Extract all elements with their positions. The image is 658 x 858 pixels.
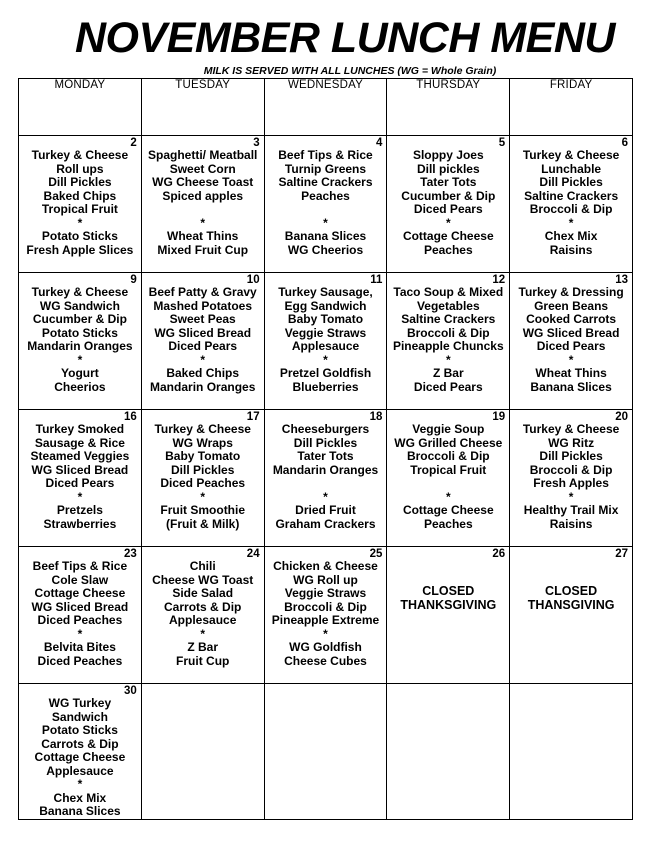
menu-item: WG Sliced Bread — [522, 325, 620, 340]
day-cell — [510, 410, 633, 547]
menu-item: Carrots & Dip — [164, 599, 242, 614]
day-number: 23 — [124, 548, 137, 560]
menu-item: Mandarin Oranges — [150, 379, 256, 394]
menu-item: Sloppy Joes — [412, 148, 484, 162]
menu-item: Banana Slices — [530, 379, 612, 394]
menu-item: Tater Tots — [297, 449, 354, 463]
menu-item: Cottage Cheese — [34, 750, 126, 764]
menu-item: Diced Peaches — [37, 653, 123, 668]
menu-item: Graham Crackers — [275, 516, 376, 531]
menu-item: Z Bar — [187, 640, 219, 654]
weekday-thursday: THURSDAY — [387, 79, 510, 136]
day-number: 30 — [124, 685, 137, 697]
menu-item: WG Cheerios — [287, 242, 364, 257]
menu-item: Dill Pickles — [539, 175, 603, 189]
menu-separator: * — [445, 489, 451, 504]
menu-item: Baked Chips — [43, 188, 117, 203]
menu-item: Spiced apples — [162, 188, 244, 203]
day-cell — [141, 136, 264, 273]
day-number: 17 — [246, 411, 260, 423]
day-cell — [264, 273, 387, 410]
menu-item: Cole Slaw — [51, 572, 109, 587]
closed-notice — [387, 547, 509, 612]
menu-item: Diced Peaches — [37, 613, 123, 627]
week-row — [19, 547, 633, 684]
menu-item: Turkey & Cheese — [31, 285, 129, 299]
week-row — [19, 684, 633, 820]
day-cell — [141, 410, 264, 547]
menu-item: Chex Mix — [53, 790, 107, 805]
menu-item: Sweet Peas — [169, 312, 236, 326]
day-cell — [387, 410, 510, 547]
menu-item: Beef Tips & Rice — [32, 559, 128, 573]
page-subtitle: MILK IS SERVED WITH ALL LUNCHES (WG = Whole Grain) — [203, 65, 497, 77]
menu-item: Saltine Crackers — [524, 188, 619, 203]
day-number: 6 — [621, 137, 628, 149]
menu-item: Mandarin Oranges — [272, 462, 379, 477]
menu-item: Diced Pears — [168, 339, 238, 353]
menu-items — [19, 547, 141, 668]
menu-item: WG Sliced Bread — [31, 599, 129, 614]
day-number: 4 — [375, 137, 383, 149]
menu-items — [19, 136, 141, 257]
day-number: 11 — [370, 274, 383, 286]
menu-item: Tropical Fruit — [41, 202, 118, 216]
menu-item: Side Salad — [172, 586, 234, 600]
menu-separator: * — [77, 626, 83, 641]
menu-item: Raisins — [549, 516, 593, 531]
menu-item: Broccoli & Dip — [406, 325, 490, 340]
menu-separator: * — [323, 352, 328, 367]
menu-item: WG Turkey — [48, 696, 112, 710]
menu-item: WG Ritz — [548, 435, 595, 450]
menu-item: Turkey & Cheese — [154, 422, 251, 436]
menu-calendar — [18, 78, 633, 820]
menu-item: Cottage Cheese — [34, 586, 126, 600]
menu-item: Cottage Cheese — [402, 503, 494, 517]
day-number: 9 — [130, 274, 137, 286]
menu-item: Dried Fruit — [295, 503, 356, 517]
menu-item: Tropical Fruit — [410, 462, 487, 477]
menu-item: Raisins — [549, 242, 593, 257]
menu-items — [19, 273, 141, 394]
menu-items — [265, 410, 387, 531]
menu-item: Dill Pickles — [171, 462, 235, 477]
menu-item: Applesauce — [46, 763, 114, 778]
day-cell — [510, 136, 633, 273]
menu-item: WG Sandwich — [39, 298, 120, 313]
weekday-header-row — [19, 79, 633, 136]
menu-items — [142, 136, 264, 257]
menu-item: Fruit Cup — [176, 653, 230, 668]
menu-item: Chili — [189, 559, 216, 573]
menu-item: Broccoli & Dip — [529, 462, 613, 477]
menu-items — [19, 410, 141, 531]
menu-item: Peaches — [301, 188, 350, 203]
menu-item: Roll ups — [56, 161, 104, 176]
menu-item: Broccoli & Dip — [284, 599, 367, 614]
menu-item: Wheat Thins — [167, 229, 239, 243]
menu-item: Saltine Crackers — [401, 312, 496, 326]
menu-item: Veggie Straws — [284, 325, 367, 340]
menu-items — [265, 547, 387, 668]
menu-item: Healthy Trail Mix — [523, 503, 619, 517]
menu-item: (Fruit & Milk) — [166, 516, 240, 531]
menu-item: Sausage & Rice — [34, 435, 125, 450]
menu-item: WG Goldfish — [289, 640, 362, 654]
menu-item: Beef Tips & Rice — [278, 148, 373, 162]
menu-separator: * — [323, 215, 328, 230]
day-cell — [141, 547, 264, 684]
day-cell — [19, 410, 142, 547]
menu-item: Z Bar — [432, 366, 464, 380]
day-cell — [264, 547, 387, 684]
day-cell — [264, 136, 387, 273]
menu-item: Potato Sticks — [41, 325, 118, 340]
closed-text: CLOSED — [422, 584, 475, 598]
menu-item: Blueberries — [292, 379, 359, 394]
menu-item: Potato Sticks — [41, 723, 118, 737]
menu-item: Dill pickles — [416, 161, 480, 176]
day-number: 13 — [615, 274, 628, 286]
menu-item: Lunchable — [541, 161, 602, 176]
menu-item: Chex Mix — [544, 229, 598, 243]
menu-items — [387, 136, 509, 257]
day-number: 18 — [369, 411, 383, 423]
menu-separator: * — [77, 352, 83, 367]
menu-item: Pretzels — [56, 503, 103, 517]
menu-item: Fruit Smoothie — [160, 503, 246, 517]
menu-separator: * — [200, 215, 206, 230]
menu-item: Banana Slices — [39, 804, 121, 818]
menu-separator: * — [568, 215, 574, 230]
menu-item: Egg Sandwich — [284, 298, 367, 313]
weekday-friday: FRIDAY — [510, 79, 633, 136]
menu-item: Wheat Thins — [535, 366, 607, 380]
day-cell — [387, 136, 510, 273]
day-number: 2 — [130, 137, 137, 149]
day-cell — [264, 684, 387, 820]
menu-item: Spaghetti/ Meatball — [148, 148, 258, 162]
day-cell — [510, 684, 633, 820]
menu-item: Cucumber & Dip — [32, 312, 127, 326]
menu-item: Cheeseburgers — [281, 422, 370, 436]
weekday-monday: MONDAY — [19, 79, 142, 136]
day-cell — [510, 547, 633, 684]
menu-items — [510, 410, 632, 531]
menu-item — [265, 203, 387, 217]
menu-item: Applesauce — [291, 339, 360, 353]
menu-item — [142, 203, 264, 217]
menu-item: Cheese Cubes — [284, 653, 367, 668]
day-cell — [387, 547, 510, 684]
menu-item: Peaches — [423, 516, 473, 531]
menu-items — [19, 684, 141, 819]
menu-separator: * — [200, 489, 206, 504]
day-cell — [19, 547, 142, 684]
menu-item: Banana Slices — [284, 229, 367, 243]
menu-item: WG Sliced Bread — [154, 325, 252, 340]
menu-item: Green Beans — [534, 298, 609, 313]
menu-item: Diced Pears — [536, 339, 606, 353]
menu-item — [387, 477, 509, 491]
menu-item: Turkey & Cheese — [522, 422, 620, 436]
menu-items — [387, 410, 509, 531]
day-cell — [264, 410, 387, 547]
menu-item: Pineapple Chuncks — [392, 339, 504, 353]
week-row — [19, 410, 633, 547]
day-number: 16 — [124, 411, 137, 423]
menu-item: Broccoli & Dip — [529, 202, 613, 216]
day-number: 19 — [492, 411, 506, 423]
menu-item — [265, 477, 387, 491]
day-number: 3 — [253, 137, 260, 149]
menu-item: Fresh Apples — [533, 476, 609, 490]
menu-separator: * — [445, 215, 451, 230]
menu-item: Mashed Potatoes — [153, 298, 253, 313]
menu-item: Turkey & Cheese — [522, 148, 620, 162]
menu-item: WG Grilled Cheese — [394, 435, 503, 450]
menu-item: Diced Peaches — [160, 476, 246, 490]
menu-item: Steamed Veggies — [30, 449, 130, 463]
calendar-body — [19, 136, 633, 820]
menu-item: Veggie Soup — [412, 422, 485, 436]
menu-item: WG Sliced Bread — [31, 462, 129, 477]
menu-item: Dill Pickles — [48, 175, 112, 189]
day-number: 10 — [246, 274, 260, 286]
day-number: 26 — [492, 548, 506, 560]
day-number: 5 — [498, 137, 506, 149]
menu-item: Pineapple Extreme — [271, 613, 380, 627]
menu-item: Tater Tots — [420, 175, 477, 189]
menu-item: Applesauce — [169, 613, 237, 627]
menu-items — [142, 410, 264, 531]
menu-item: Broccoli & Dip — [406, 449, 490, 463]
menu-item: Yogurt — [61, 366, 99, 380]
menu-item: Belvita Bites — [43, 640, 116, 654]
menu-item: Pretzel Goldfish — [279, 366, 372, 380]
menu-item: Sweet Corn — [169, 161, 236, 176]
menu-item: WG Wraps — [172, 435, 233, 450]
menu-item: Cheerios — [54, 379, 106, 394]
menu-item: Diced Pears — [413, 202, 483, 216]
day-number: 12 — [492, 274, 506, 286]
weekday-wednesday: WEDNESDAY — [264, 79, 387, 136]
menu-item: Turnip Greens — [284, 161, 367, 176]
menu-separator: * — [77, 215, 83, 230]
menu-item: Carrots & Dip — [41, 736, 119, 751]
day-cell — [141, 273, 264, 410]
menu-item: Dill Pickles — [539, 449, 603, 463]
menu-item: Diced Pears — [413, 379, 483, 394]
day-cell — [141, 684, 264, 820]
menu-items — [510, 273, 632, 394]
menu-item: Turkey & Cheese — [31, 148, 129, 162]
menu-item: Strawberries — [43, 516, 117, 531]
menu-item: Vegetables — [416, 298, 480, 313]
closed-text: THANSGIVING — [527, 598, 615, 612]
menu-item: Turkey Sausage, — [278, 285, 373, 299]
day-cell — [510, 273, 633, 410]
menu-item: WG Cheese Toast — [152, 175, 254, 189]
menu-item: Baby Tomato — [165, 449, 241, 463]
menu-separator: * — [323, 489, 328, 504]
weekday-tuesday: TUESDAY — [141, 79, 264, 136]
menu-separator: * — [200, 626, 206, 641]
menu-item: Diced Pears — [45, 476, 115, 490]
menu-items — [142, 547, 264, 668]
week-row — [19, 136, 633, 273]
menu-item: Taco Soup & Mixed — [393, 285, 504, 299]
day-cell — [19, 136, 142, 273]
menu-item: Cucumber & Dip — [401, 188, 496, 203]
menu-separator: * — [568, 489, 574, 504]
menu-item: Turkey Smoked — [35, 422, 125, 436]
menu-item: Chicken & Cheese — [273, 559, 378, 573]
menu-separator: * — [200, 352, 206, 367]
day-number: 24 — [246, 548, 260, 560]
menu-item: Cooked Carrots — [526, 312, 617, 326]
menu-separator: * — [77, 777, 83, 791]
menu-separator: * — [323, 626, 328, 641]
day-cell — [19, 684, 142, 820]
menu-separator: * — [445, 352, 451, 367]
menu-separator: * — [77, 489, 83, 504]
page-title: NOVEMBER LUNCH MENU — [75, 14, 615, 62]
menu-item: Cheese WG Toast — [152, 572, 254, 587]
menu-items — [265, 273, 387, 394]
menu-item: Fresh Apple Slices — [26, 242, 134, 257]
menu-item: Turkey & Dressing — [518, 285, 624, 299]
menu-item: Mixed Fruit Cup — [157, 242, 249, 257]
menu-items — [387, 273, 509, 394]
day-number: 27 — [615, 548, 628, 560]
menu-separator: * — [568, 352, 574, 367]
menu-item: Peaches — [423, 242, 473, 257]
menu-items — [265, 136, 387, 257]
menu-item: Veggie Straws — [284, 586, 367, 600]
menu-item: WG Roll up — [293, 572, 358, 587]
day-cell — [387, 684, 510, 820]
menu-item: Dill Pickles — [293, 435, 358, 450]
menu-item: Mandarin Oranges — [27, 339, 133, 353]
menu-item: Potato Sticks — [41, 229, 118, 243]
menu-items — [142, 273, 264, 394]
menu-item: Baby Tomato — [287, 312, 364, 326]
menu-item: Saltine Crackers — [278, 175, 373, 189]
day-cell — [387, 273, 510, 410]
menu-item: Beef Patty & Gravy — [148, 285, 257, 299]
menu-item: Cottage Cheese — [402, 229, 494, 243]
day-cell — [19, 273, 142, 410]
closed-notice — [510, 547, 632, 612]
menu-item: Baked Chips — [166, 366, 240, 380]
closed-text: THANKSGIVING — [400, 598, 497, 612]
menu-items — [510, 136, 632, 257]
week-row — [19, 273, 633, 410]
day-number: 20 — [615, 411, 628, 423]
day-number: 25 — [369, 548, 383, 560]
closed-text: CLOSED — [545, 584, 598, 598]
menu-item: Sandwich — [51, 709, 108, 724]
